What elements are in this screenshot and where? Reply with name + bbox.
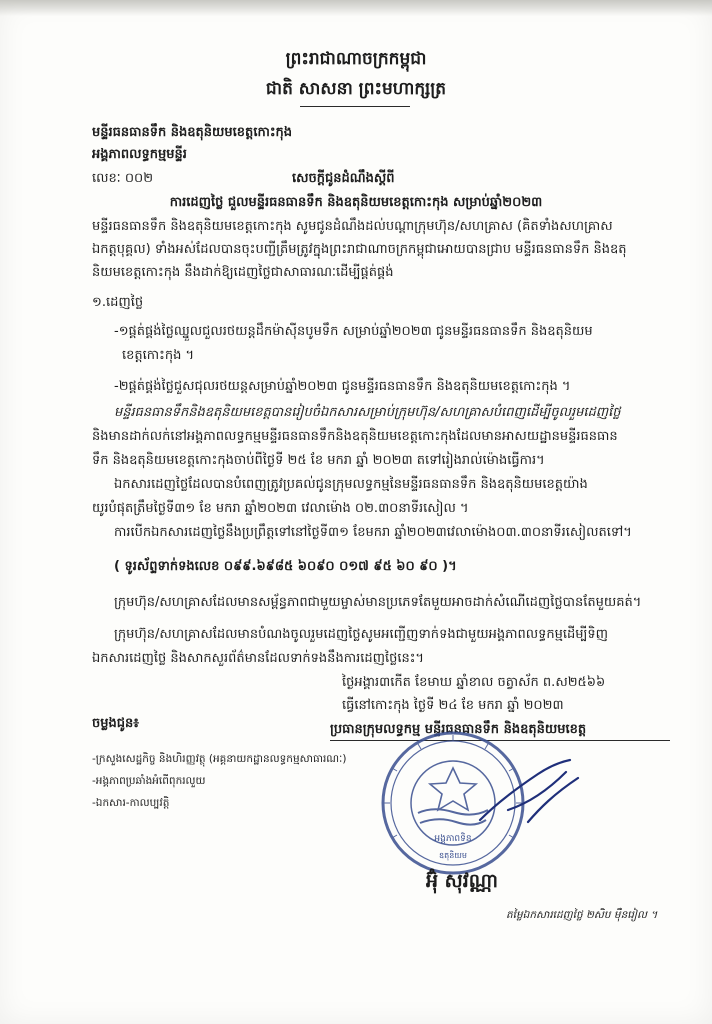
department-name: មន្ទីរធនធានទឹក និងឧតុនិយមខេត្តកោះកុង (92, 125, 293, 140)
intro-line: មន្ទីរធនធានទឹក និងឧតុនិយមខេត្តកោះកុង សូមជូនដំណឹងដល់បណ្តាក្រុមហ៊ុន/សហគ្រាស (គិតទាំងសហគ្រាស (92, 219, 613, 234)
header-divider (300, 106, 410, 107)
body-line: និងមានដាក់លក់នៅអង្គភាពលទ្ធកម្មមន្ទីរធនធានទឹកនិងឧតុនិយមខេត្តកោះកុងដែលមានអាសយដ្ឋានមន្ទីរធនធាន (92, 429, 618, 444)
stamp-bottom-text: ឧតុនិយម (439, 851, 467, 860)
intro-line: និយមខេត្តកោះកុង នឹងដាក់ឱ្យដេញថ្លៃជាសាធារណៈដើម្បីផ្គត់ផ្គង់ (92, 265, 394, 280)
stamp-center-text: អង្គភាពទិន (434, 834, 472, 844)
document-number: លេខៈ ០០២ (92, 171, 154, 186)
bid-item: -១ផ្គត់ផ្គង់ថ្លៃឈ្នួលជួលរថយន្តដឹកម៉ាស៊ីនបូមទឹក សម្រាប់ឆ្នាំ២០២៣ ជូនមន្ទីរធនធានទឹក និងឧតុនិយម (114, 324, 593, 339)
body-line: មន្ទីរធនធានទឹកនិងឧតុនិយមខេត្តបានរៀបចំឯកសារសម្រាប់ក្រុមហ៊ុន/សហគ្រាសបំពេញដើម្បីចូលរួមដេញថ្លៃ (114, 405, 621, 420)
office-name: អង្គភាពលទ្ធកម្មមន្ទីរ (92, 147, 187, 162)
solar-date: ធ្វើនៅកោះកុង ថ្ងៃទី ២៤ ខែ មករា ឆ្នាំ ២០២៣ (342, 698, 564, 713)
scan-edge (0, 0, 712, 16)
body-line: ទឹក និងឧតុនិយមខេត្តកោះកុងចាប់ពីថ្ងៃទី ២៥ ខែ មករា ឆ្នាំ ២០២៣ តទៅរៀងរាល់ម៉ោងធ្វើការ។ (92, 453, 545, 468)
notice-label: សេចក្តីជូនដំណឹងស្តីពី (292, 171, 395, 186)
body-line: យូរបំផុតត្រឹមថ្ងៃទី៣១ ខែ មករា ឆ្នាំ២០២៣ វេលាម៉ោង ០២.៣០នាទីរសៀល ។ (92, 501, 469, 516)
cc-label: ចម្លងជូន៖ (92, 716, 139, 731)
notice-subject: ការដេញថ្លៃ ជួលមន្ទីរធនធានទឹក និងឧតុនិយមខេត្តកោះកុង សម្រាប់ឆ្នាំ២០២៣ (169, 195, 543, 210)
closing-line: ឯកសារដេញថ្លៃ និងសាកសួរព័ត៌មានដែលទាក់ទងនឹងការដេញថ្លៃនេះ។ (92, 651, 424, 666)
cc-item: -ឯកសារ-កាលប្បវត្តិ (92, 797, 170, 809)
cc-item: -អង្គភាពប្រឆាំងអំពើពុករលួយ (92, 775, 206, 787)
intro-line: ឯកត្តបុគ្គល) ទាំងអស់ដែលបានចុះបញ្ជីត្រឹមត្រូវក្នុងព្រះរាជាណាចក្រកម្ពុជាអោយបានជ្រាប មន្ទីរធនធានទឹក និងឧតុ (92, 242, 627, 257)
phone-line: ( ទូរស័ព្ទទាក់ទងលេខ ០៩៩.៦៩៨៥ ៦០៩០ ០១៧ ៩៥ ៦០ ៩០ )។ (114, 559, 457, 574)
body-line: ឯកសារដេញថ្លៃដែលបានបំពេញត្រូវប្រគល់ជូនក្រុមលទ្ធកម្មនៃមន្ទីរធនធានទឹក និងឧតុនិយមខេត្តយ៉ាង (114, 477, 588, 492)
motto: ជាតិ សាសនា ព្រះមហាក្សត្រ (265, 79, 447, 99)
kingdom-title: ព្រះរាជាណាចក្រកម្ពុជា (285, 49, 427, 69)
closing-line: ក្រុមហ៊ុន/សហគ្រាសដែលមានបំណងចូលរួមដេញថ្លៃសូមអញ្ជើញទាក់ទងជាមួយអង្គភាពលទ្ធកម្មដើម្បីទិញ (114, 627, 608, 642)
bid-item: -២ផ្គត់ផ្គង់ថ្លៃជួសជុលរថយន្តសម្រាប់ឆ្នាំ២០២៣ ជូនមន្ទីរធនធានទឹក និងឧតុនិយមខេត្តកោះកុង ។ (114, 379, 571, 394)
footnote: តម្លៃឯកសារដេញថ្លៃ ២សិប ម៉ឺនរៀល ។ (506, 909, 658, 921)
handwritten-signature-icon (468, 752, 598, 832)
bid-item-continuation: ខេត្តកោះកុង ។ (122, 348, 195, 363)
signatory-name: អ៊ុំ សុវណ្ណា (426, 870, 499, 892)
body-line: ការបើកឯកសារដេញថ្លៃនឹងប្រព្រឹត្តទៅនៅថ្ងៃទី៣១ ខែមករា ឆ្នាំ២០២៣វេលាម៉ោង០៣.៣០នាទីរសៀលតទៅ។ (114, 525, 632, 540)
closing-line: ក្រុមហ៊ុន/សហគ្រាសដែលមានសម្ព័ន្ធភាពជាមួយម្ចាស់មានប្រភេទតែមួយអាចដាក់សំណើដេញថ្លៃបានតែមួយគត់។ (114, 595, 642, 610)
signatory-title: ប្រធានក្រុមលទ្ធកម្ម មន្ទីរធនធានទឹក និងឧតុនិយមខេត្ត (330, 722, 587, 737)
section-heading: ១.ដេញថ្លៃ (92, 295, 144, 310)
lunar-date: ថ្ងៃអង្គារ៣កើត ខែមាឃ ឆ្នាំខាល ចត្វាស័ក ព.ស២៥៦៦ (342, 675, 606, 690)
cc-item: -ក្រសួងសេដ្ឋកិច្ច និងហិរញ្ញវត្ថុ (អគ្គនាយកដ្ឋានលទ្ធកម្មសាធារណៈ) (92, 753, 347, 765)
